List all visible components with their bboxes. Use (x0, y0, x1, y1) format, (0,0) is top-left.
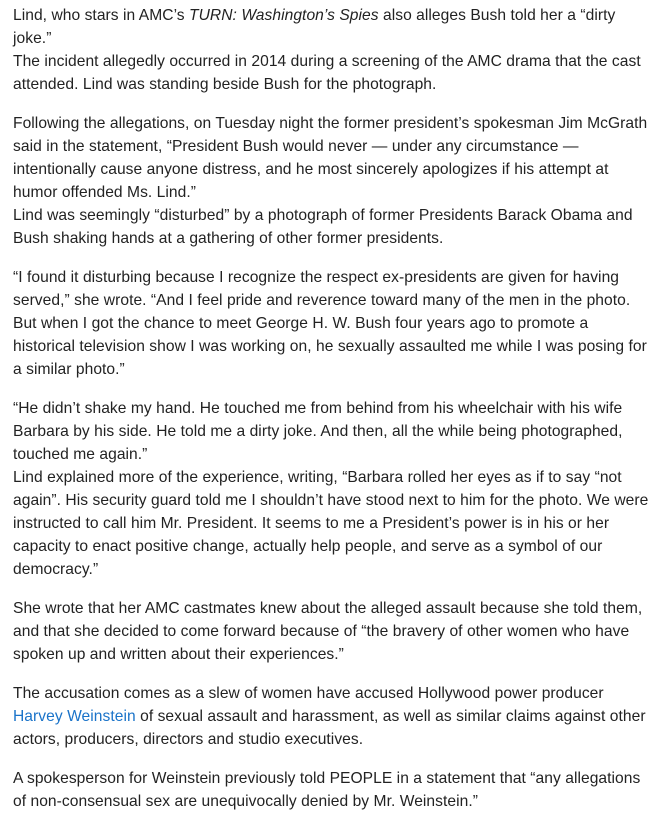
paragraph-accusation (13, 682, 650, 751)
paragraph-weinstein-spokesperson: A spokesperson for Weinstein previously told PEOPLE in a statement that “any allegations of non-consensual sex are unequivocally denied by Mr. Weinstein.” (13, 770, 641, 810)
paragraph-castmates: She wrote that her AMC castmates knew about the alleged assault because she told them, and that she decided to come forward because of “the bravery of other women who have spoken up and written about their experiences.” (13, 600, 643, 663)
paragraph-text: also alleges Bush told her a “dirty joke.” (13, 7, 616, 47)
show-title: TURN: Washington’s Spies (189, 7, 379, 24)
paragraph-incident: The incident allegedly occurred in 2014 during a screening of the AMC drama that the cast attended. Lind was standing beside Bush for the photograph. (13, 53, 641, 93)
paragraph-wheelchair-quote: “He didn’t shake my hand. He touched me from behind from his wheelchair with his wife Barbara by his side. He told me a dirty joke. And then, all the while being photographed, touched me again.” (13, 400, 623, 463)
paragraph-photograph-disturbed: Lind was seemingly “disturbed” by a photograph of former Presidents Barack Obama and Bush shaking hands at a gathering of other former presidents. (13, 207, 633, 247)
paragraph-text: The accusation comes as a slew of women have accused Hollywood power producer (13, 685, 604, 702)
paragraph-text: Lind, who stars in AMC’s (13, 7, 190, 24)
paragraph-barbara-quote: Lind explained more of the experience, writing, “Barbara rolled her eyes as if to say “not again”. His security guard told me I shouldn’t have stood next to him for the photo. We were instructed to call him Mr. President. It seems to me a President’s power is in his or her capacity to enact positive change, actually help people, and serve as a symbol of our democracy.” (13, 469, 649, 578)
harvey-weinstein-link[interactable]: Harvey Weinstein (13, 708, 136, 725)
paragraph-spokesman-statement: Following the allegations, on Tuesday night the former president’s spokesman Jim McGrath said in the statement, “President Bush would never — under any circumstance — intentionally cause anyone distress, and he most sincerely apologizes if his attempt at humor offended Ms. Lind.” (13, 115, 648, 201)
paragraph-lind-quote: “I found it disturbing because I recognize the respect ex-presidents are given for having served,” she wrote. “And I feel pride and reverence toward many of the men in the photo. But when I got the chance to meet George H. W. Bush four years ago to promote a historical television show I was working on, he sexually assaulted me while I was posing for a similar photo.” (13, 269, 647, 378)
paragraph-text: of sexual assault and harassment, as well as similar claims against other actors, producers, directors and studio executives. (13, 708, 646, 748)
paragraph-lind-turn (13, 4, 650, 50)
